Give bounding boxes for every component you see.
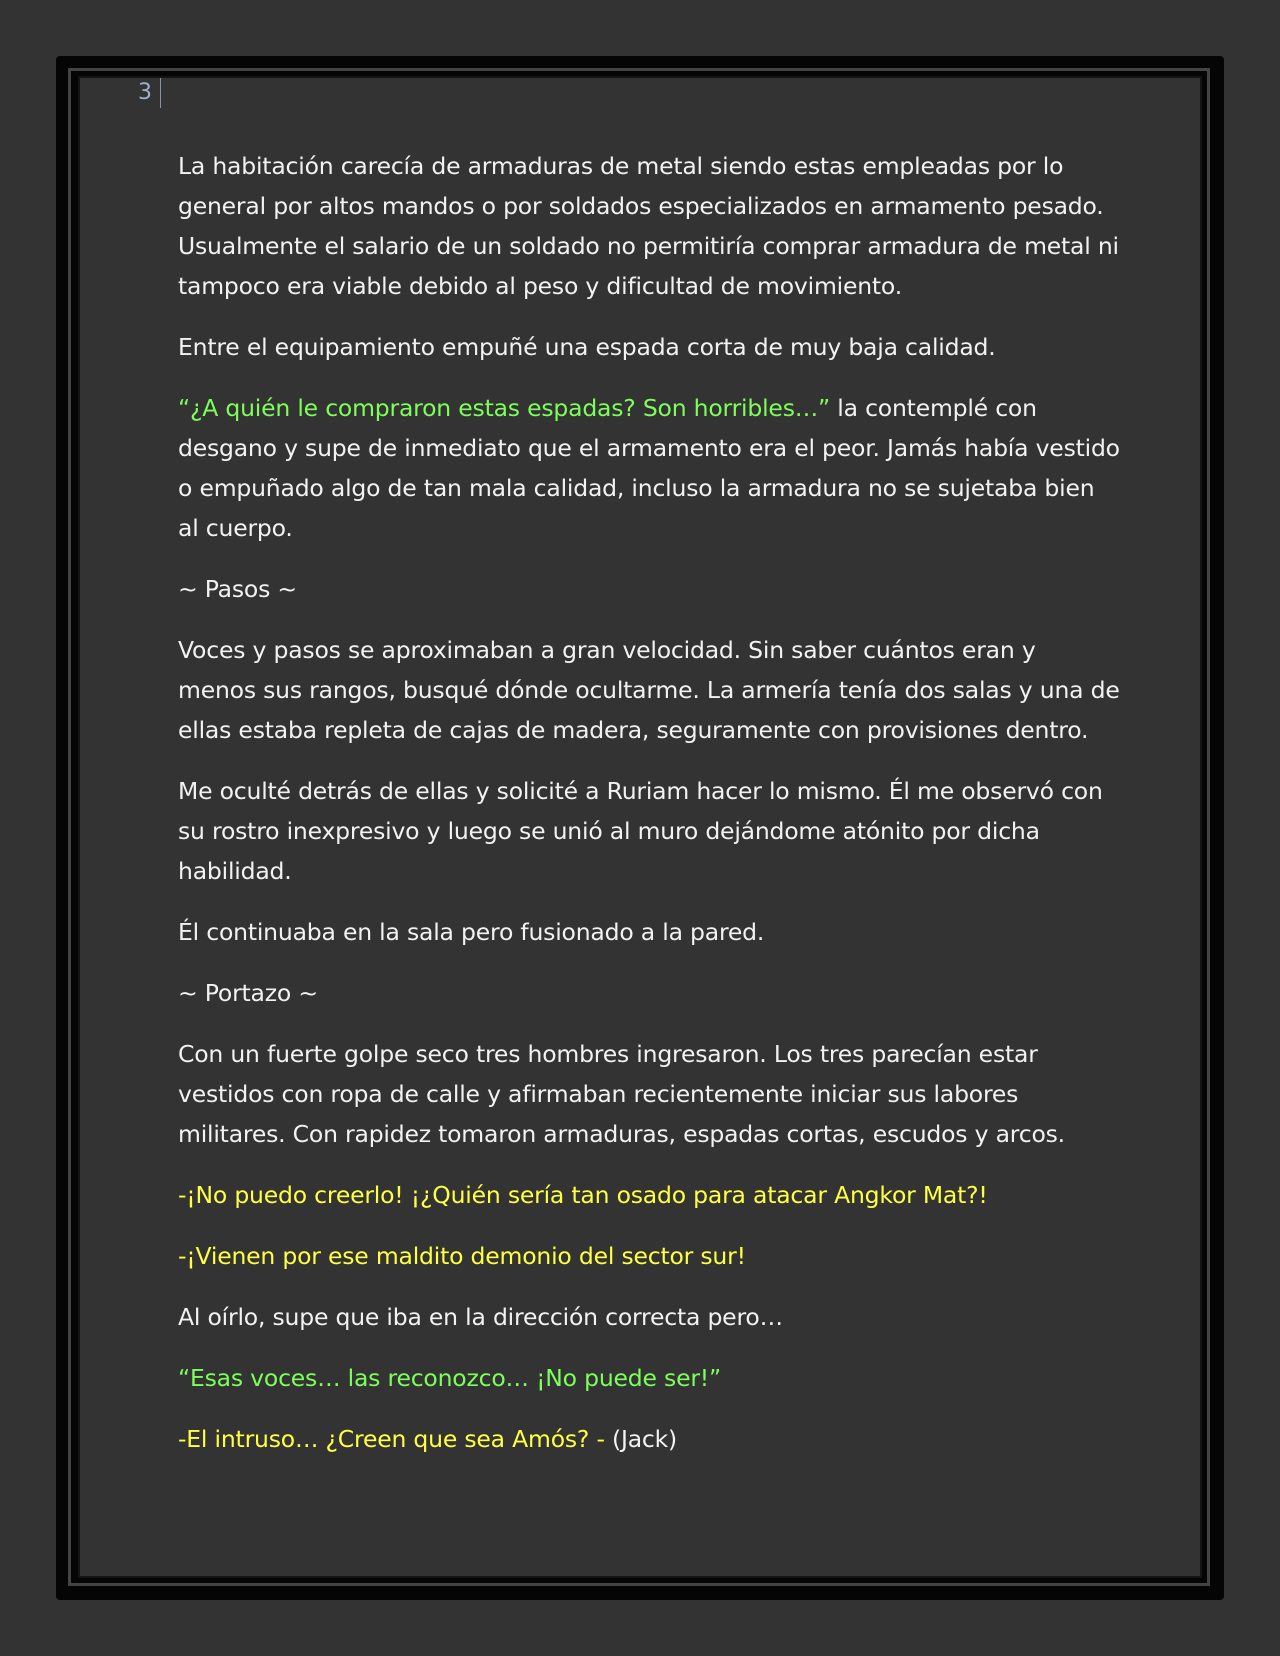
paragraph-5: Voces y pasos se aproximaban a gran velocidad. Sin saber cuántos eran y menos sus rangos, busqué dónde ocultarme. La armería tenía dos salas y una de ellas estaba repleta de cajas de madera, seguramente con provisiones dentro. bbox=[178, 636, 1120, 744]
paragraph-7: Él continuaba en la sala pero fusionado a la pared. bbox=[178, 918, 765, 946]
dialogue-speech: -El intruso… ¿Creen que sea Amós? - bbox=[178, 1425, 605, 1453]
sound-effect-steps: ~ Pasos ~ bbox=[178, 575, 297, 603]
narration: la contemplé con desgano y supe de inmediato que el armamento era el peor. Jamás había vestido o empuñado algo de tan mala calidad, incluso la armadura no se sujetaba bien al cuerpo. bbox=[178, 394, 1120, 542]
dialogue-line-3 bbox=[178, 1419, 1120, 1459]
paragraph-2: Entre el equipamiento empuñé una espada corta de muy baja calidad. bbox=[178, 333, 996, 361]
speaker-tag: (Jack) bbox=[604, 1425, 678, 1453]
paragraph-12: Al oírlo, supe que iba en la dirección correcta pero… bbox=[178, 1303, 783, 1331]
page-number: 3 bbox=[138, 78, 161, 108]
paragraph-6: Me oculté detrás de ellas y solicité a Ruriam hacer lo mismo. Él me observó con su rostro inexpresivo y luego se unió al muro dejándome atónito por dicha habilidad. bbox=[178, 777, 1103, 885]
dialogue-line-1: -¡No puedo creerlo! ¡¿Quién sería tan osado para atacar Angkor Mat?! bbox=[178, 1181, 988, 1209]
paragraph-3 bbox=[178, 388, 1120, 548]
paragraph-9: Con un fuerte golpe seco tres hombres ingresaron. Los tres parecían estar vestidos con ropa de calle y afirmaban recientemente iniciar sus labores militares. Con rapidez tomaron armaduras, espadas cortas, escudos y arcos. bbox=[178, 1040, 1065, 1148]
thought-quote-2: “Esas voces… las reconozco… ¡No puede ser!” bbox=[178, 1364, 721, 1392]
thought-quote: “¿A quién le compraron estas espadas? Son horribles…” bbox=[178, 394, 831, 422]
sound-effect-door: ~ Portazo ~ bbox=[178, 979, 318, 1007]
dialogue-line-2: -¡Vienen por ese maldito demonio del sector sur! bbox=[178, 1242, 746, 1270]
story-text bbox=[178, 146, 1120, 1480]
paragraph-1: La habitación carecía de armaduras de metal siendo estas empleadas por lo general por altos mandos o por soldados especializados en armamento pesado. Usualmente el salario de un soldado no permitiría comprar armadura de metal ni tampoco era viable debido al peso y dificultad de movimiento. bbox=[178, 152, 1119, 300]
